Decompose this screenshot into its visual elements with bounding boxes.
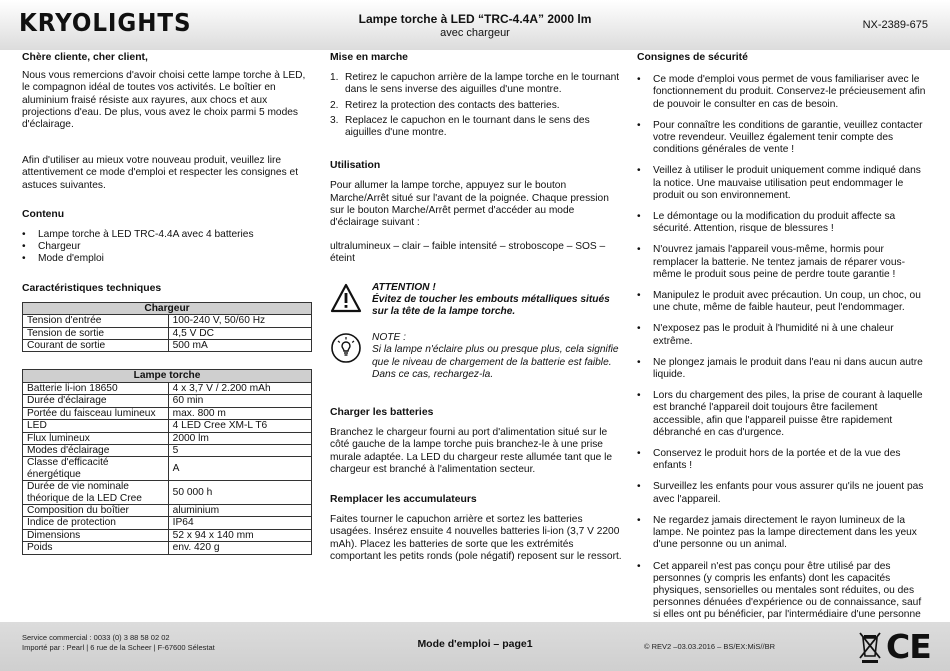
startup-steps <box>330 72 622 139</box>
list-item: • Lors du chargement des piles, la prise de courant à laquelle est branché l'appareil doit toujours être facilement accessible, afin que l'appareil puisse être rapidement débranché en cas d'urgence. <box>637 390 927 439</box>
table-row: Indice de protection IP64 <box>23 517 312 529</box>
table-row: Composition du boîtier aluminium <box>23 504 312 516</box>
list-item: • Ce mode d'emploi vous permet de vous familiariser avec le fonctionnement du produit. Conservez-le précieusement afin de pouvoir le consulter en cas de besoin. <box>637 74 927 111</box>
column-usage <box>330 52 622 563</box>
weee-bin-icon <box>858 630 882 664</box>
lamp-spec-table <box>22 369 312 554</box>
ce-mark-icon: CE <box>886 627 931 666</box>
attention-box <box>330 282 622 319</box>
safety-heading: Consignes de sécurité <box>637 52 748 63</box>
list-item: • N'exposez pas le produit à l'humidité ni à une chaleur extrême. <box>637 323 927 347</box>
list-item: • Surveillez les enfants pour vous assurer qu'ils ne jouent pas avec l'appareil. <box>637 481 927 505</box>
charging-heading: Charger les batteries <box>330 407 434 419</box>
specs-heading: Caractéristiques techniques <box>22 282 162 294</box>
replace-heading: Remplacer les accumulateurs <box>330 494 477 506</box>
table-row: Tension de sortie 4,5 V DC <box>23 327 312 339</box>
certification-marks <box>858 627 931 666</box>
revision-info: © REV2 –03.03.2016 – BS/EX:MiS//BR <box>644 642 776 651</box>
footer-contact <box>22 633 215 653</box>
contents-list <box>22 229 312 266</box>
page-label: Mode d'emploi – page1 <box>417 638 533 650</box>
list-item: 1. Retirez le capuchon arrière de la lampe torche en le tournant dans le sens inverse des aiguilles d'une montre. <box>330 72 620 96</box>
importer-address: Importé par : Pearl | 6 rue de la Scheer | F-67600 Sélestat <box>22 643 215 652</box>
instructions-paragraph: Afin d'utiliser au mieux votre nouveau produit, veuillez lire attentivement ce mode d'emploi et respecter les consignes et astuces suivantes. <box>22 155 299 191</box>
note-text: Si la lampe n'éclaire plus ou presque plus, cela signifie que le niveau de chargement de la batterie est faible. Dans ce cas, rechargez-la. <box>372 344 619 380</box>
contents-heading: Contenu <box>22 208 65 220</box>
list-item: • Pour connaître les conditions de garantie, veuillez contacter votre revendeur. Veuillez également tenir compte des conditions générales de vente ! <box>637 120 927 157</box>
list-item: • Mode d'emploi <box>22 253 312 265</box>
usage-heading: Utilisation <box>330 160 381 172</box>
table-row: LED 4 LED Cree XM-L T6 <box>23 420 312 432</box>
table-header: Lampe torche <box>23 370 312 382</box>
list-item: • Conservez le produit hors de la portée et de la vue des enfants ! <box>637 448 927 472</box>
replace-paragraph: Faites tourner le capuchon arrière et sortez les batteries usagées. Insérez ensuite 4 nouvelles batteries li-ion (3,7 V 2200 mAh). Placez les batteries de sorte que les extrémités comportant les petits ronds (pole négatif) reposent sur le ressort. <box>330 514 622 562</box>
list-item: • Lampe torche à LED TRC-4.4A avec 4 batteries <box>22 229 312 241</box>
attention-text: Évitez de toucher les embouts métalliques situés sur la tête de la lampe torche. <box>372 293 610 318</box>
table-row: Dimensions 52 x 94 x 140 mm <box>23 529 312 541</box>
attention-title: ATTENTION ! <box>372 281 436 293</box>
note-box <box>330 332 622 381</box>
list-item: • Ne plongez jamais le produit dans l'eau ni dans aucun autre liquide. <box>637 357 927 381</box>
list-item: • Manipulez le produit avec précaution. Un coup, un choc, ou une chute, même de faible hauteur, peut l'endommager. <box>637 290 927 314</box>
table-row: Portée du faisceau lumineux max. 800 m <box>23 407 312 419</box>
warning-icon <box>330 282 362 314</box>
intro-paragraph: Nous vous remercions d'avoir choisi cette lampe torche à LED, le compagnon idéal de toutes vos activités. Le boîtier en aluminium fraisé résiste aux rayures, aux chocs et aux projections d'eau. De plus, vous avez le choix parmi 5 modes d'éclairage. <box>22 70 306 131</box>
table-row: Tension d'entrée 100-240 V, 50/60 Hz <box>23 315 312 327</box>
table-row: Durée de vie nominale théorique de la LED Cree 50 000 h <box>23 481 312 505</box>
product-code: NX-2389-675 <box>862 19 928 31</box>
list-item: • Veillez à utiliser le produit uniquement comme indiqué dans la notice. Une mauvaise utilisation peut endommager le produit ou son environnement. <box>637 165 927 202</box>
table-row: Courant de sortie 500 mA <box>23 340 312 352</box>
list-item: 3. Replacez le capuchon en le tournant dans le sens des aiguilles d'une montre. <box>330 114 590 139</box>
column-intro <box>22 52 312 555</box>
list-item: • N'ouvrez jamais l'appareil vous-même, hormis pour remplacer la batterie. Ne tentez jamais de réparer vous-même le produit sous peine de perdre toute garantie ! <box>637 244 927 281</box>
lightbulb-icon <box>330 332 362 364</box>
page-header <box>0 0 950 50</box>
list-item: 2. Retirez la protection des contacts des batteries. <box>330 99 560 111</box>
table-row: Modes d'éclairage 5 <box>23 444 312 456</box>
table-row: Poids env. 420 g <box>23 542 312 554</box>
table-row: Durée d'éclairage 60 min <box>23 395 312 407</box>
table-row: Classe d'efficacité énergétique A <box>23 457 312 481</box>
list-item: • Ne regardez jamais directement le rayon lumineux de la lampe. Ne pointez pas la lampe directement dans les yeux d'une personne ou un animal. <box>637 515 927 552</box>
greeting: Chère cliente, cher client, <box>22 52 148 63</box>
note-title: NOTE : <box>372 332 406 344</box>
document-title: Lampe torche à LED “TRC-4.4A” 2000 lm <box>358 12 592 26</box>
page-footer <box>0 622 950 671</box>
modes-paragraph: ultralumineux – clair – faible intensité – stroboscope – SOS – éteint <box>330 241 606 265</box>
brand-logo: KRYOLIGHTS <box>19 8 192 37</box>
list-item: • Cet appareil n'est pas conçu pour être utilisé par des personnes (y compris les enfants) dont les capacités physiques, sensorielles ou mentales sont réduites, ou des personnes dénuées d'expérience ou de connaissance, sauf si elles ont pu bénéficier, par l'intermédiaire d'une personne <box>637 561 927 646</box>
list-item: • Chargeur <box>22 241 312 253</box>
charger-spec-table <box>22 302 312 353</box>
list-item: • Le démontage ou la modification du produit affecte sa sécurité. Attention, risque de blessures ! <box>637 211 927 235</box>
charging-paragraph: Branchez le chargeur fourni au port d'alimentation situé sur le côté gauche de la lampe torche puis branchez-le à une prise murale adaptée. La LED du chargeur reste allumée tant que le chargeur est branché à l'alimentation secteur. <box>330 427 613 475</box>
document-subtitle: avec chargeur <box>440 27 510 39</box>
startup-heading: Mise en marche <box>330 52 408 63</box>
column-safety <box>637 52 927 655</box>
table-row: Flux lumineux 2000 lm <box>23 432 312 444</box>
safety-list <box>637 74 927 646</box>
service-phone: Service commercial : 0033 (0) 3 88 58 02 02 <box>22 633 170 642</box>
table-row: Batterie li-ion 18650 4 x 3,7 V / 2.200 mAh <box>23 382 312 394</box>
table-header: Chargeur <box>23 302 312 314</box>
usage-paragraph: Pour allumer la lampe torche, appuyez sur le bouton Marche/Arrêt situé sur l'avant de la poignée. Chaque pression sur le bouton Marche/Arrêt permet d'accéder au mode d'éclairage suivant : <box>330 180 609 229</box>
